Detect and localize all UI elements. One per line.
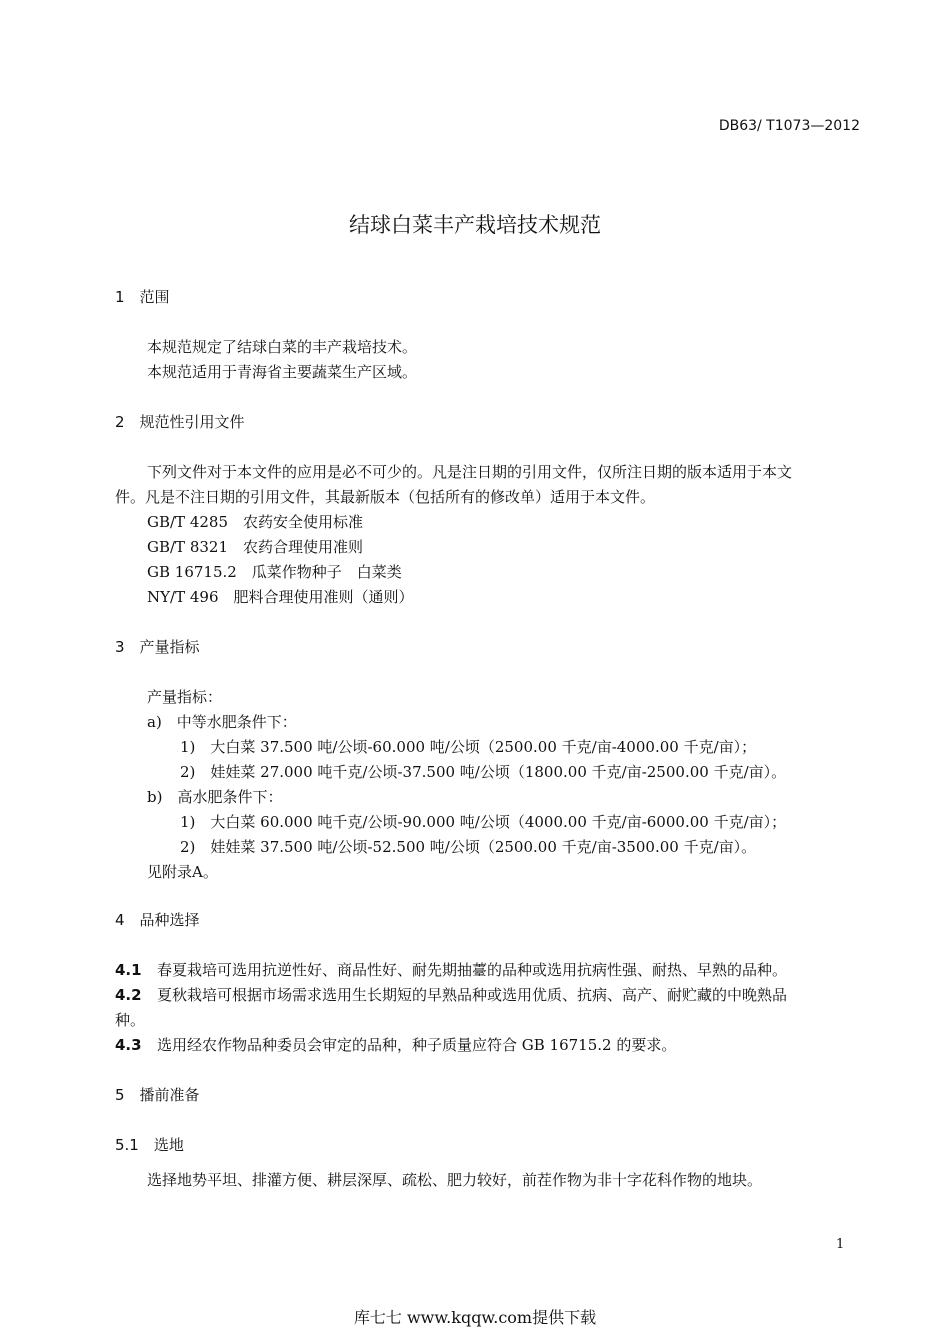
paragraph: 本规范规定了结球白菜的丰产栽培技术。 [147, 338, 418, 356]
clause-text: 选用经农作物品种委员会审定的品种，种子质量应符合 GB 16715.2 的要求。 [157, 1036, 677, 1054]
clause-text: 夏秋栽培可根据市场需求选用生长期短的早熟品种或选用优质、抗病、高产、耐贮藏的中晚熟品 [157, 986, 788, 1004]
list-item: b) 高水肥条件下： [147, 788, 283, 806]
reference-item: NY/T 496 肥料合理使用准则（通则） [147, 588, 414, 606]
section-heading: 5 播前准备 [115, 1086, 200, 1104]
document-code: DB63/ T1073—2012 [718, 118, 860, 134]
clause-number: 4.3 [115, 1036, 142, 1054]
reference-item: GB/T 8321 农药合理使用准则 [147, 538, 364, 556]
clause-text: 春夏栽培可选用抗逆性好、商品性好、耐先期抽薹的品种或选用抗病性强、耐热、早熟的品种。 [157, 961, 788, 979]
subsection-heading: 5.1 选地 [115, 1136, 184, 1154]
list-item: 1) 大白菜 37.500 吨/公顷-60.000 吨/公顷（2500.00 千克/亩-4000.00 千克/亩）； [180, 738, 757, 756]
list-item: 1) 大白菜 60.000 吨千克/公顷-90.000 吨/公顷（4000.00 千克/亩-6000.00 千克/亩）； [180, 813, 787, 831]
section-heading: 3 产量指标 [115, 638, 200, 656]
page-number: 1 [836, 1237, 845, 1252]
reference-item: GB/T 4285 农药安全使用标准 [147, 513, 364, 531]
page-title: 结球白菜丰产栽培技术规范 [349, 213, 601, 237]
reference-item: GB 16715.2 瓜菜作物种子 白菜类 [147, 563, 402, 581]
clause-text: 种。 [115, 1011, 146, 1029]
section-heading: 1 范围 [115, 288, 170, 306]
list-item: a) 中等水肥条件下： [147, 713, 297, 731]
paragraph: 见附录A。 [147, 863, 218, 881]
clause-number: 4.1 [115, 961, 142, 979]
paragraph: 本规范适用于青海省主要蔬菜生产区域。 [147, 363, 418, 381]
list-item: 2) 娃娃菜 37.500 吨/公顷-52.500 吨/公顷（2500.00 千克/亩-3500.00 千克/亩）。 [180, 838, 757, 856]
paragraph: 选择地势平坦、排灌方便、耕层深厚、疏松、肥力较好，前茬作物为非十字花科作物的地块。 [147, 1171, 763, 1189]
paragraph: 产量指标： [147, 688, 223, 706]
clause-number: 4.2 [115, 986, 142, 1004]
list-item: 2) 娃娃菜 27.000 吨千克/公顷-37.500 吨/公顷（1800.00 千克/亩-2500.00 千克/亩）。 [180, 763, 787, 781]
section-heading: 4 品种选择 [115, 911, 200, 929]
paragraph: 件。凡是不注日期的引用文件，其最新版本（包括所有的修改单）适用于本文件。 [115, 488, 656, 506]
section-heading: 2 规范性引用文件 [115, 413, 245, 431]
paragraph: 下列文件对于本文件的应用是必不可少的。凡是注日期的引用文件，仅所注日期的版本适用于本文 [147, 463, 793, 481]
footer-watermark: 库七七 www.kqqw.com提供下载 [353, 1308, 597, 1327]
